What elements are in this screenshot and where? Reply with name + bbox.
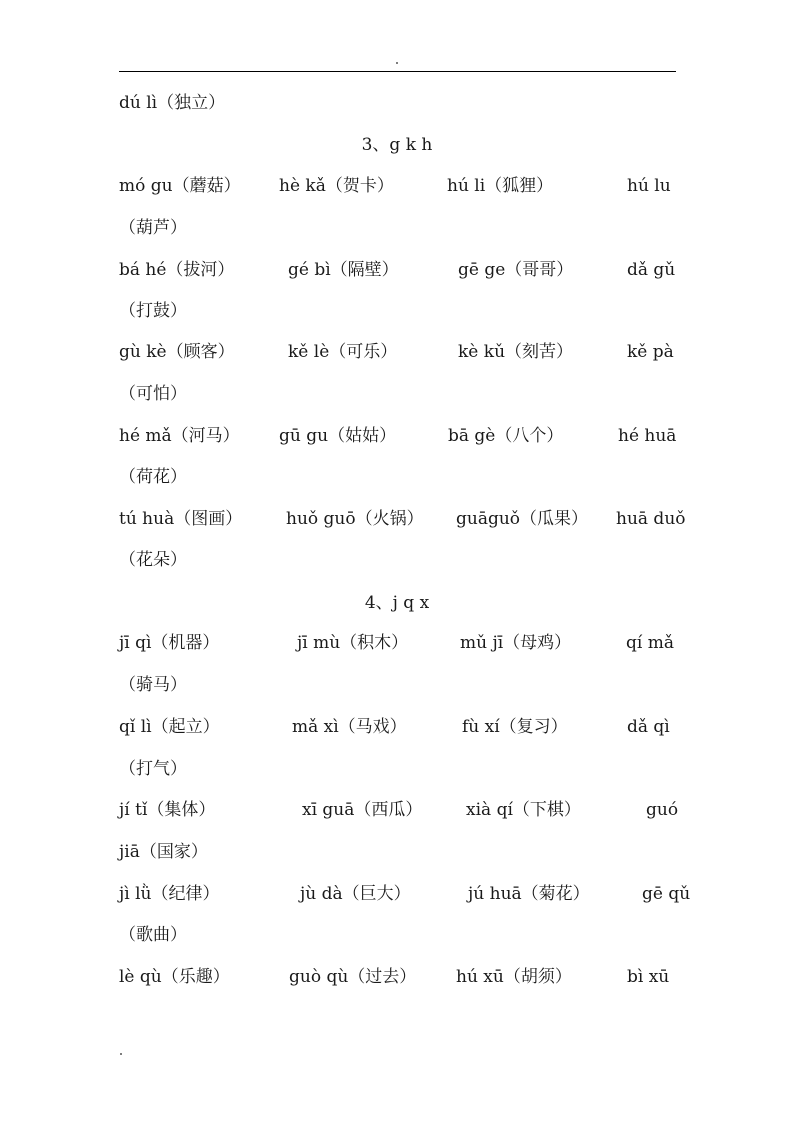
vocab-entry: jī mù（积木）	[297, 633, 409, 653]
vocab-line	[0, 90, 794, 116]
vocab-line	[0, 839, 794, 865]
vocab-entry: hé mǎ（河马）	[119, 426, 240, 446]
vocab-entry: （骑马）	[119, 675, 187, 695]
vocab-entry: jì lǜ（纪律）	[119, 884, 220, 904]
vocab-line	[0, 756, 794, 782]
vocab-line	[0, 464, 794, 490]
vocab-line	[0, 506, 794, 532]
vocab-line	[0, 339, 794, 365]
vocab-entry: bā gè（八个）	[448, 426, 564, 446]
vocab-entry: （打气）	[119, 759, 187, 779]
vocab-entry: kè kǔ（刻苦）	[458, 342, 574, 362]
vocab-line	[0, 922, 794, 948]
vocab-entry: dú lì（独立）	[119, 93, 226, 113]
vocab-entry: jī qì（机器）	[119, 633, 220, 653]
vocab-entry: hé huā	[618, 426, 677, 446]
vocab-entry: （荷花）	[119, 467, 187, 487]
footer-dot	[120, 1053, 122, 1055]
vocab-entry: （打鼓）	[119, 301, 187, 321]
vocab-line	[0, 298, 794, 324]
vocab-entry: mó gu（蘑菇）	[119, 176, 241, 196]
vocab-entry: dǎ qì	[627, 717, 670, 737]
vocab-line	[0, 423, 794, 449]
vocab-entry: huā duǒ	[616, 509, 686, 529]
vocab-entry: gé bì（隔壁）	[288, 260, 399, 280]
vocab-entry: hú li（狐狸）	[447, 176, 554, 196]
vocab-line	[0, 257, 794, 283]
vocab-entry: guó	[646, 800, 679, 820]
vocab-entry: xià qí（下棋）	[466, 800, 581, 820]
vocab-line	[0, 672, 794, 698]
vocab-entry: （可怕）	[119, 384, 187, 404]
vocab-line	[0, 630, 794, 656]
vocab-line	[0, 964, 794, 990]
vocab-entry: bì xū	[627, 967, 670, 987]
vocab-entry: fù xí（复习）	[462, 717, 568, 737]
vocab-entry: xī guā（西瓜）	[302, 800, 423, 820]
vocab-entry: dǎ gǔ	[627, 260, 676, 280]
vocab-entry: tú huà（图画）	[119, 509, 243, 529]
vocab-entry: qí mǎ	[626, 633, 674, 653]
vocab-entry: gē ge（哥哥）	[458, 260, 574, 280]
vocab-entry: gū gu（姑姑）	[279, 426, 397, 446]
vocab-entry: bá hé（拔河）	[119, 260, 235, 280]
vocab-entry: qǐ lì（起立）	[119, 717, 220, 737]
vocab-entry: hú lu	[627, 176, 671, 196]
vocab-line	[0, 797, 794, 823]
vocab-entry: jú huā（菊花）	[468, 884, 590, 904]
section-heading	[0, 132, 794, 158]
header-rule	[119, 71, 676, 72]
section-heading-text: 4、j q x	[364, 593, 430, 613]
vocab-entry: jù dà（巨大）	[300, 884, 411, 904]
vocab-entry: kě pà	[627, 342, 674, 362]
vocab-entry: guāguǒ（瓜果）	[456, 509, 589, 529]
vocab-entry: （歌曲）	[119, 925, 187, 945]
header-dot	[396, 62, 398, 64]
vocab-line	[0, 547, 794, 573]
vocab-entry: （花朵）	[119, 550, 187, 570]
vocab-entry: guò qù（过去）	[289, 967, 417, 987]
section-heading	[0, 590, 794, 616]
vocab-entry: jiā（国家）	[119, 842, 208, 862]
vocab-entry: mǎ xì（马戏）	[292, 717, 407, 737]
vocab-entry: gē qǔ	[642, 884, 691, 904]
vocab-entry: gù kè（顾客）	[119, 342, 235, 362]
vocab-line	[0, 381, 794, 407]
vocab-entry: jí tǐ（集体）	[119, 800, 216, 820]
vocab-entry: lè qù（乐趣）	[119, 967, 230, 987]
vocab-entry: （葫芦）	[119, 218, 187, 238]
section-heading-text: 3、g k h	[361, 135, 433, 155]
vocab-entry: kě lè（可乐）	[288, 342, 398, 362]
vocab-entry: huǒ guō（火锅）	[286, 509, 424, 529]
vocab-entry: hè kǎ（贺卡）	[279, 176, 394, 196]
vocab-line	[0, 714, 794, 740]
vocab-line	[0, 173, 794, 199]
vocab-entry: mǔ jī（母鸡）	[460, 633, 572, 653]
vocab-line	[0, 881, 794, 907]
vocab-line	[0, 215, 794, 241]
vocab-entry: hú xū（胡须）	[456, 967, 572, 987]
